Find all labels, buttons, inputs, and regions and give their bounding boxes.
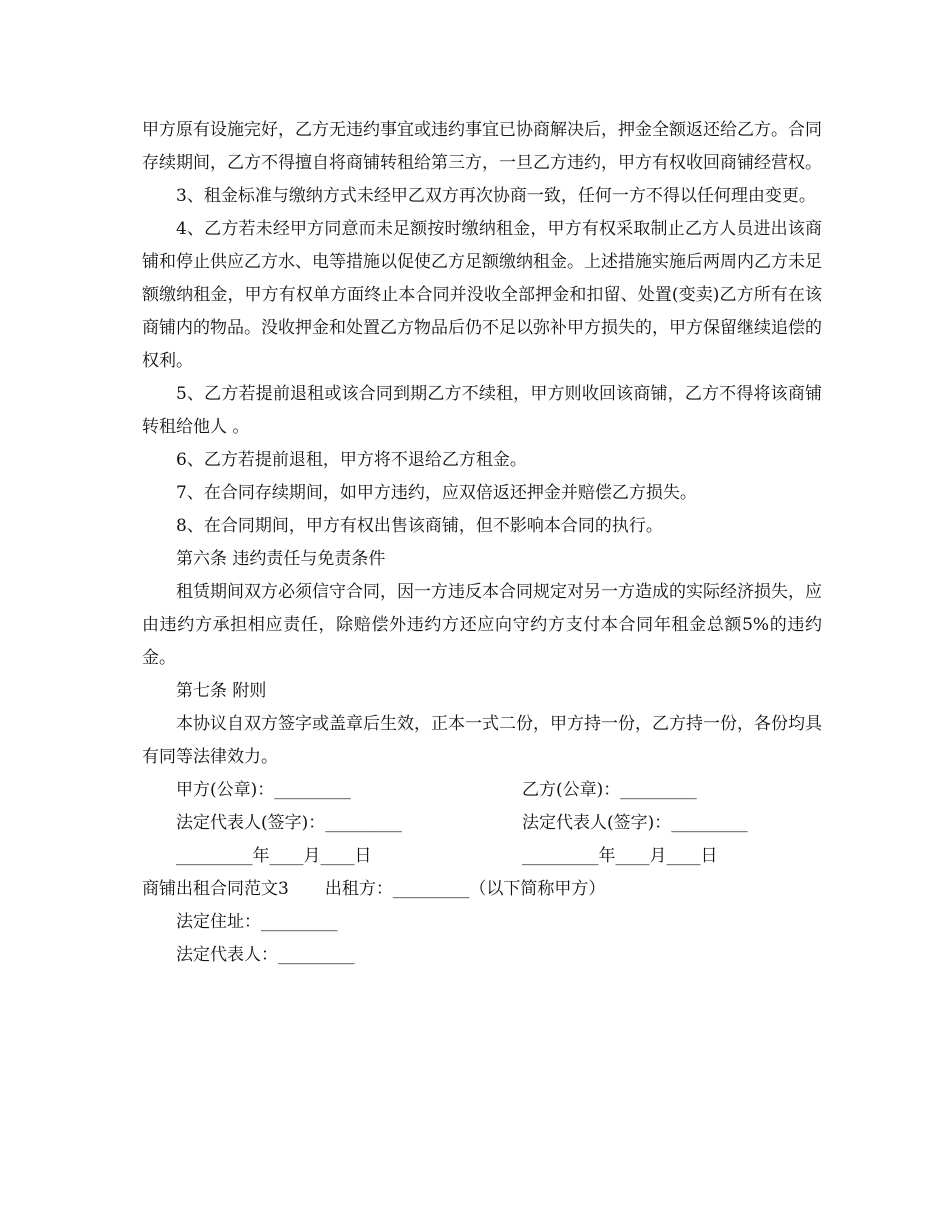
document-body bbox=[142, 114, 822, 972]
clause-5: 5、乙方若提前退租或该合同到期乙方不续租，甲方则收回该商铺，乙方不得将该商铺转租给他人 。 bbox=[142, 384, 822, 437]
paragraph-deposit-return: 甲方原有设施完好，乙方无违约事宜或违约事宜已协商解决后，押金全额返还给乙方。合同存续期间，乙方不得擅自将商铺转租给第三方，一旦乙方违约，甲方有权收回商铺经营权。 bbox=[142, 120, 822, 173]
article-6-text: 租赁期间双方必须信守合同，因一方违反本合同规定对另一方造成的实际经济损失，应由违约方承担相应责任，除赔偿外违约方还应向守约方支付本合同年租金总额5%的违约金。 bbox=[142, 582, 822, 668]
clause-8: 8、在合同期间，甲方有权出售该商铺，但不影响本合同的执行。 bbox=[176, 516, 663, 536]
clause-6: 6、乙方若提前退租，甲方将不退给乙方租金。 bbox=[176, 450, 527, 470]
next-contract-title: 商铺出租合同范文3 bbox=[142, 879, 289, 899]
clause-3: 3、租金标准与缴纳方式未经甲乙双方再次协商一致，任何一方不得以任何理由变更。 bbox=[176, 186, 816, 206]
next-contract-line bbox=[142, 873, 822, 906]
party-b-representative: 法定代表人(签字)：_________ bbox=[522, 813, 748, 833]
signature-row-seal bbox=[142, 774, 822, 807]
next-contract-representative: 法定代表人：_________ bbox=[176, 945, 355, 965]
article-6-heading: 第六条 违约责任与免责条件 bbox=[176, 549, 386, 569]
clause-7: 7、在合同存续期间，如甲方违约，应双倍返还押金并赔偿乙方损失。 bbox=[176, 483, 697, 503]
party-a-seal: 甲方(公章)：_________ bbox=[176, 780, 351, 800]
clause-4: 4、乙方若未经甲方同意而未足额按时缴纳租金，甲方有权采取制止乙方人员进出该商铺和停止供应乙方水、电等措施以促使乙方足额缴纳租金。上述措施实施后两周内乙方未足额缴纳租金，甲方有权单方面终止本合同并没收全部押金和扣留、处置(变卖)乙方所有在该商铺内的物品。没收押金和处置乙方物品后仍不足以弥补甲方损失的，甲方保留继续追偿的权利。 bbox=[142, 219, 822, 371]
signature-row-date bbox=[142, 840, 822, 873]
party-b-seal: 乙方(公章)：_________ bbox=[522, 780, 697, 800]
party-a-representative: 法定代表人(签字)：_________ bbox=[176, 813, 402, 833]
next-contract-address: 法定住址：_________ bbox=[176, 912, 338, 932]
article-7-text: 本协议自双方签字或盖章后生效，正本一式二份，甲方持一份，乙方持一份，各份均具有同等法律效力。 bbox=[142, 714, 822, 767]
signature-row-representative bbox=[142, 807, 822, 840]
party-a-date: _________年____月____日 bbox=[176, 846, 372, 866]
article-7-heading: 第七条 附则 bbox=[176, 681, 267, 701]
next-contract-lessor: 出租方：_________（以下简称甲方） bbox=[324, 879, 606, 899]
party-b-date: _________年____月____日 bbox=[522, 846, 718, 866]
